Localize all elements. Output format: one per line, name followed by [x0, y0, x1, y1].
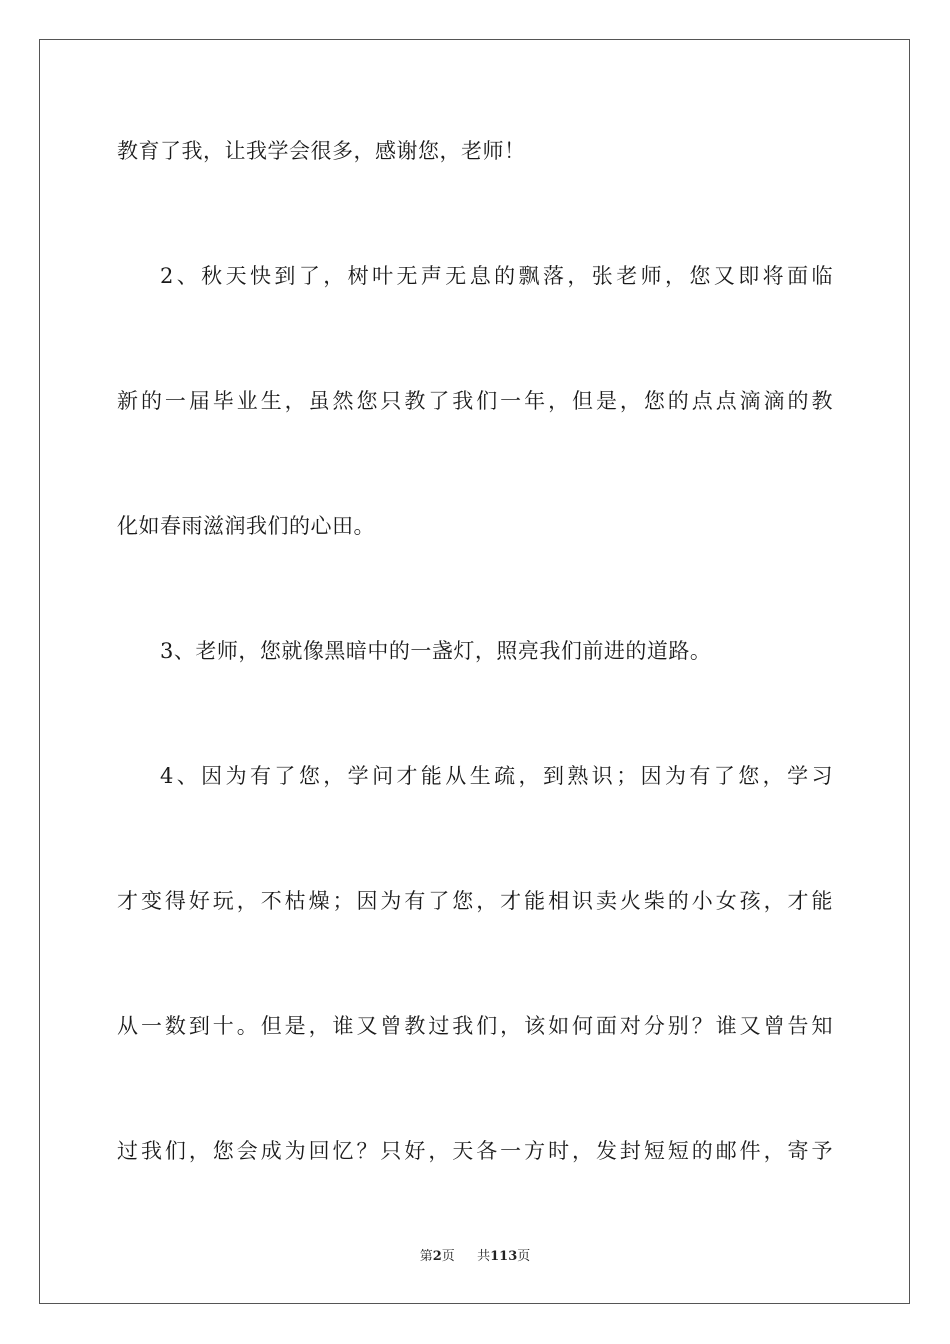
page-footer: [0, 1248, 950, 1266]
page-border: [39, 39, 910, 1304]
text-line-7: 才变得好玩，不枯燥；因为有了您，才能相识卖火柴的小女孩，才能: [117, 889, 833, 913]
text-line-8: 从一数到十。但是，谁又曾教过我们，该如何面对分别？谁又曾告知: [117, 1014, 833, 1038]
text-line-3: 新的一届毕业生，虽然您只教了我们一年，但是，您的点点滴滴的教: [117, 389, 833, 413]
footer-total-suffix: 页: [517, 1249, 531, 1264]
footer-page-suffix: 页: [441, 1249, 455, 1264]
text-line-5: 3、老师，您就像黑暗中的一盏灯，照亮我们前进的道路。: [160, 639, 712, 663]
text-line-1: 教育了我，让我学会很多，感谢您，老师！: [117, 139, 526, 163]
footer-page-number: 2: [432, 1249, 442, 1264]
text-line-4: 化如春雨滋润我们的心田。: [117, 514, 375, 538]
text-line-9: 过我们，您会成为回忆？只好，天各一方时，发封短短的邮件，寄予: [117, 1139, 833, 1163]
footer-page-prefix: 第: [419, 1249, 433, 1264]
text-line-6: 4、因为有了您，学问才能从生疏，到熟识；因为有了您，学习: [160, 764, 833, 788]
footer-total-prefix: 共: [477, 1249, 491, 1264]
footer-total-pages: 113: [490, 1249, 518, 1264]
text-line-2: 2、秋天快到了，树叶无声无息的飘落，张老师，您又即将面临: [160, 264, 833, 288]
